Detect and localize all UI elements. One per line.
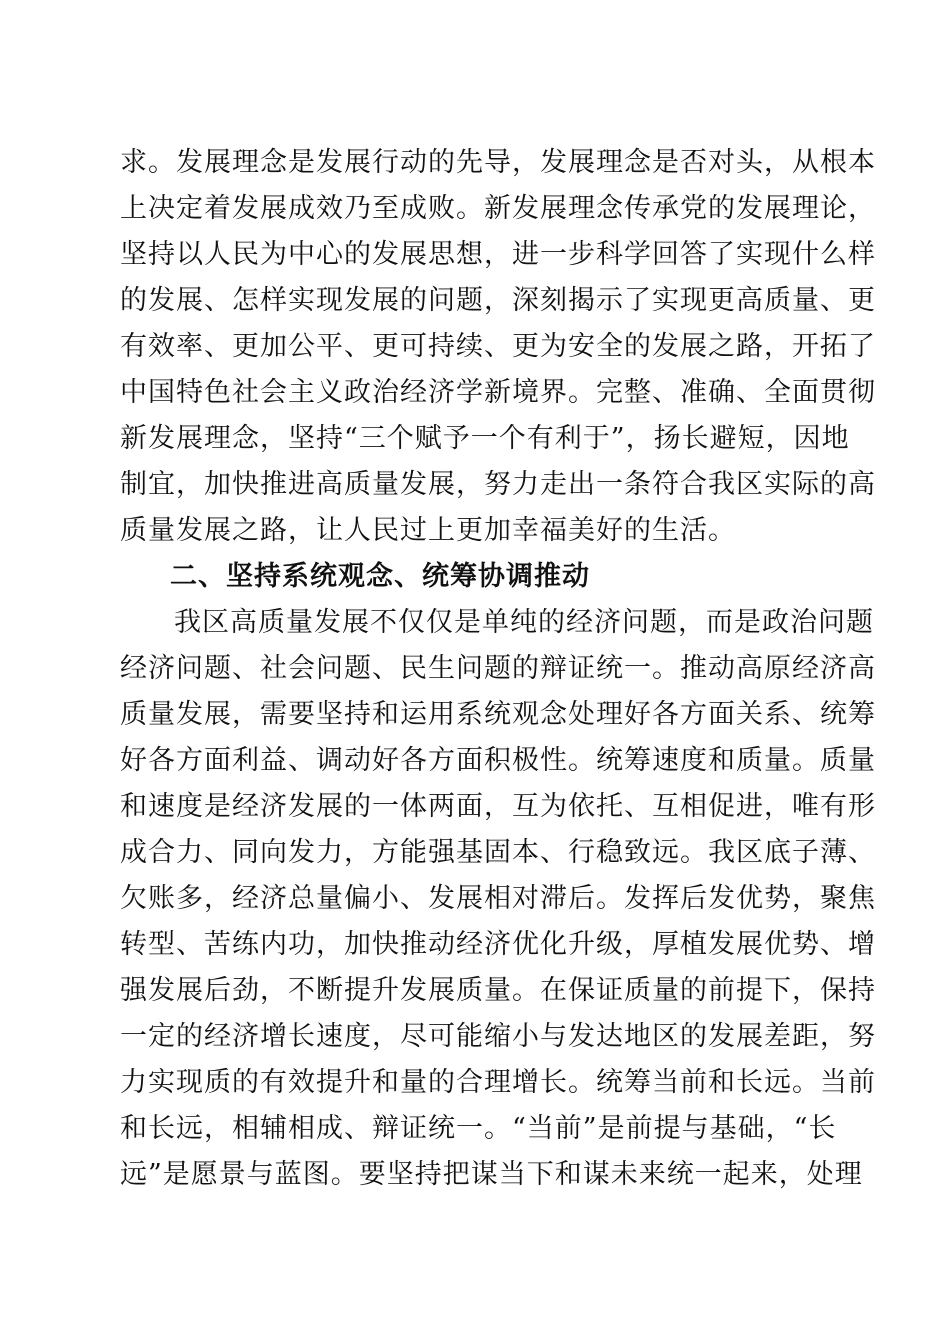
paragraph-line: 有效率、更加公平、更可持续、更为安全的发展之路，开拓了 (120, 331, 876, 362)
paragraph-line: 力实现质的有效提升和量的合理增长。统筹当前和长远。当前 (120, 1067, 876, 1098)
paragraph-line: 经济问题、社会问题、民生问题的辩证统一。推动高原经济高 (120, 653, 876, 684)
paragraph-line: 好各方面利益、调动好各方面积极性。统筹速度和质量。质量 (120, 745, 876, 776)
paragraph-line: 质量发展之路，让人民过上更加幸福美好的生活。 (120, 515, 736, 546)
paragraph-line: 强发展后劲，不断提升发展质量。在保证质量的前提下，保持 (120, 975, 876, 1006)
paragraph-line: 的发展、怎样实现发展的问题，深刻揭示了实现更高质量、更 (120, 285, 876, 316)
paragraph-line: 成合力、同向发力，方能强基固本、行稳致远。我区底子薄、 (120, 837, 876, 868)
paragraph-line: 欠账多，经济总量偏小、发展相对滞后。发挥后发优势，聚焦 (120, 883, 876, 914)
paragraph-line: 质量发展，需要坚持和运用系统观念处理好各方面关系、统筹 (120, 699, 876, 730)
paragraph-line: 上决定着发展成效乃至成败。新发展理念传承党的发展理论， (120, 193, 876, 224)
paragraph-line: 新发展理念，坚持“三个赋予一个有利于”，扬长避短，因地 (120, 423, 850, 454)
paragraph-line: 坚持以人民为中心的发展思想，进一步科学回答了实现什么样 (120, 239, 876, 270)
paragraph-line: 中国特色社会主义政治经济学新境界。完整、准确、全面贯彻 (120, 377, 876, 408)
paragraph-line: 远”是愿景与蓝图。要坚持把谋当下和谋未来统一起来，处理 (120, 1159, 863, 1190)
paragraph-line: 我区高质量发展不仅仅是单纯的经济问题，而是政治问题 (174, 607, 874, 638)
paragraph-line: 和长远，相辅相成、辩证统一。“当前”是前提与基础，“长 (120, 1113, 837, 1144)
paragraph-line: 和速度是经济发展的一体两面，互为依托、互相促进，唯有形 (120, 791, 876, 822)
paragraph-line: 制宜，加快推进高质量发展，努力走出一条符合我区实际的高 (120, 469, 876, 500)
paragraph-line: 转型、苦练内功，加快推动经济优化升级，厚植发展优势、增 (120, 929, 876, 960)
section-heading-text: 二、坚持系统观念、统筹协调推动 (170, 561, 590, 592)
paragraph-line: 一定的经济增长速度，尽可能缩小与发达地区的发展差距，努 (120, 1021, 876, 1052)
paragraph-line: 求。发展理念是发展行动的先导，发展理念是否对头，从根本 (120, 147, 876, 178)
